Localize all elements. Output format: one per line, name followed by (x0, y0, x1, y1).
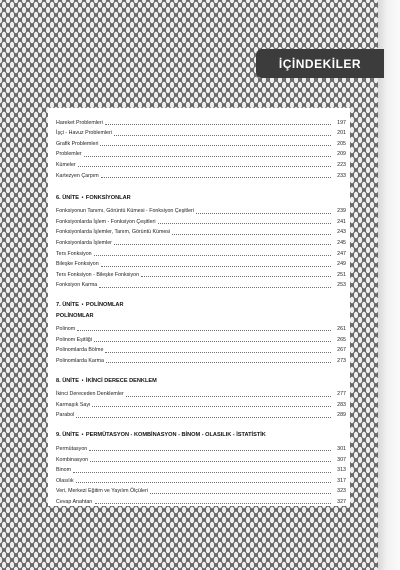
entry-title: Polinomlarda Karma (56, 357, 104, 364)
dot-leader (150, 493, 331, 494)
dot-leader (105, 352, 331, 353)
entry-title: Fonksiyonun Tanımı, Görüntü Kümesi - Fonksiyon Çeşitleri (56, 208, 194, 215)
toc-entry (56, 226, 346, 237)
entry-page-number: 289 (337, 412, 346, 419)
entry-title: Ters Fonksiyon - Bileşke Fonksiyon (56, 271, 140, 278)
dot-leader (114, 135, 331, 136)
entry-title: Cevap Anahtarı (56, 499, 93, 506)
toc-entry (56, 354, 346, 365)
toc-entry (56, 388, 346, 399)
toc-list (56, 442, 346, 506)
toc-entry (56, 247, 346, 258)
toc-section-unit-6 (56, 194, 346, 290)
toc-entry (56, 116, 346, 127)
toc-entry (56, 398, 346, 409)
separator: • (81, 194, 84, 201)
entry-title: Problemler (56, 151, 82, 158)
toc-list (56, 388, 346, 420)
entry-page-number: 239 (337, 208, 346, 215)
entry-title: Fonksiyonlarda İşlem - Fonksiyon Çeşitleri (56, 218, 156, 225)
entry-title: Olasılık (56, 477, 74, 484)
dot-leader (101, 177, 331, 178)
dot-leader (73, 472, 331, 473)
dot-leader (89, 450, 331, 451)
unit-heading (56, 301, 346, 310)
entry-title: Polinom (56, 325, 76, 332)
dot-leader (196, 213, 331, 214)
entry-title: Polinom Eşitliği (56, 336, 92, 343)
entry-title: Fonksiyon Karma (56, 282, 98, 289)
dot-leader (76, 482, 331, 483)
dot-leader (78, 166, 331, 167)
toc-entry (56, 344, 346, 355)
toc-list (56, 116, 346, 180)
entry-title: Binom (56, 467, 72, 474)
entry-page-number: 307 (337, 456, 346, 463)
entry-page-number: 209 (337, 151, 346, 158)
dot-leader (99, 287, 331, 288)
dot-leader (106, 362, 331, 363)
dot-leader (90, 461, 331, 462)
toc-section-unit-9 (56, 431, 346, 506)
entry-title: Veri, Merkezi Eğitim ve Yayılım Ölçüleri (56, 488, 148, 495)
dot-leader (114, 244, 331, 245)
entry-title: Fonksiyonlarda İşlemler, Tanım, Görüntü Kümesi (56, 229, 171, 236)
entry-page-number: 313 (337, 467, 346, 474)
entry-page-number: 277 (337, 391, 346, 398)
unit-name: PERMÜTASYON - KOMBİNASYON - BİNOM - OLASILIK - İSTATİSTİK (85, 432, 266, 439)
entry-title: Parabol (56, 412, 75, 419)
entry-page-number: 265 (337, 336, 346, 343)
toc-section-unit-8 (56, 377, 346, 420)
entry-title: İkinci Dereceden Denklemler (56, 391, 124, 398)
dot-leader (126, 396, 331, 397)
toc-entry (56, 453, 346, 464)
toc-entry (56, 495, 346, 506)
entry-title: Grafik Problemleri (56, 140, 99, 147)
entry-page-number: 323 (337, 488, 346, 495)
dot-leader (92, 406, 331, 407)
entry-title: Kombinasyon (56, 456, 89, 463)
dot-leader (94, 341, 331, 342)
separator: • (81, 302, 84, 309)
unit-name: FONKSİYONLAR (85, 194, 131, 201)
entry-page-number: 247 (337, 250, 346, 257)
toc-entry (56, 464, 346, 475)
entry-page-number: 249 (337, 261, 346, 268)
entry-page-number: 317 (337, 477, 346, 484)
entry-title: Bileşke Fonksiyon (56, 261, 99, 268)
dot-leader (94, 255, 331, 256)
unit-heading (56, 377, 346, 386)
toc-entry (56, 485, 346, 496)
entry-page-number: 197 (337, 119, 346, 126)
dot-leader (105, 124, 331, 125)
entry-page-number: 327 (337, 499, 346, 506)
entry-page-number: 233 (337, 172, 346, 179)
toc-list (56, 205, 346, 290)
entry-title: Kartezyen Çarpım (56, 172, 99, 179)
entry-title: Polinomlarda Bölme (56, 347, 104, 354)
entry-page-number: 201 (337, 130, 346, 137)
entry-page-number: 251 (337, 271, 346, 278)
toc-entry (56, 215, 346, 226)
page-edge (378, 0, 400, 570)
entry-page-number: 267 (337, 347, 346, 354)
toc-entry (56, 258, 346, 269)
page-title: İÇİNDEKİLER (256, 49, 384, 78)
toc-entry (56, 333, 346, 344)
dot-leader (141, 276, 331, 277)
toc-list (56, 322, 346, 364)
unit-heading (56, 431, 346, 440)
toc-content (48, 108, 350, 506)
toc-entry (56, 137, 346, 148)
unit-name: POLİNOMLAR (85, 302, 124, 309)
toc-entry (56, 474, 346, 485)
entry-page-number: 205 (337, 140, 346, 147)
entry-title: Ters Fonksiyon (56, 250, 92, 257)
entry-page-number: 301 (337, 446, 346, 453)
entry-title: İşçi - Havuz Problemleri (56, 130, 112, 137)
toc-entry (56, 169, 346, 180)
toc-entry (56, 279, 346, 290)
dot-leader (84, 156, 331, 157)
toc-section-unit-7 (56, 301, 346, 364)
separator: • (81, 377, 84, 384)
toc-entry (56, 158, 346, 169)
entry-title: Fonksiyonlarda İşlemler (56, 239, 112, 246)
entry-page-number: 261 (337, 325, 346, 332)
dot-leader (158, 223, 332, 224)
entry-page-number: 253 (337, 282, 346, 289)
toc-entry (56, 442, 346, 453)
dot-leader (172, 234, 331, 235)
toc-entry (56, 127, 346, 138)
unit-number: 7. ÜNİTE (56, 302, 80, 309)
dot-leader (77, 330, 331, 331)
dot-leader (95, 503, 331, 504)
entry-title: Permütasyon (56, 446, 88, 453)
entry-page-number: 243 (337, 229, 346, 236)
entry-title: Hareket Problemleri (56, 119, 103, 126)
toc-section-continued (56, 116, 346, 180)
toc-entry (56, 322, 346, 333)
toc-entry (56, 236, 346, 247)
toc-entry (56, 268, 346, 279)
unit-name: İKİNCİ DERECE DENKLEM (85, 377, 157, 384)
unit-heading (56, 194, 346, 203)
separator: • (81, 432, 84, 439)
toc-entry (56, 205, 346, 216)
entry-page-number: 245 (337, 239, 346, 246)
unit-number: 8. ÜNİTE (56, 377, 80, 384)
dot-leader (76, 417, 331, 418)
entry-page-number: 223 (337, 161, 346, 168)
dot-leader (101, 266, 331, 267)
toc-entry (56, 409, 346, 420)
unit-number: 6. ÜNİTE (56, 194, 80, 201)
unit-subtitle: POLİNOMLAR (56, 313, 94, 320)
unit-number: 9. ÜNİTE (56, 432, 80, 439)
entry-page-number: 273 (337, 357, 346, 364)
entry-page-number: 283 (337, 401, 346, 408)
entry-page-number: 241 (337, 218, 346, 225)
entry-title: Kümeler (56, 161, 76, 168)
dot-leader (100, 145, 331, 146)
entry-title: Karmaşık Sayı (56, 401, 91, 408)
toc-entry (56, 148, 346, 159)
